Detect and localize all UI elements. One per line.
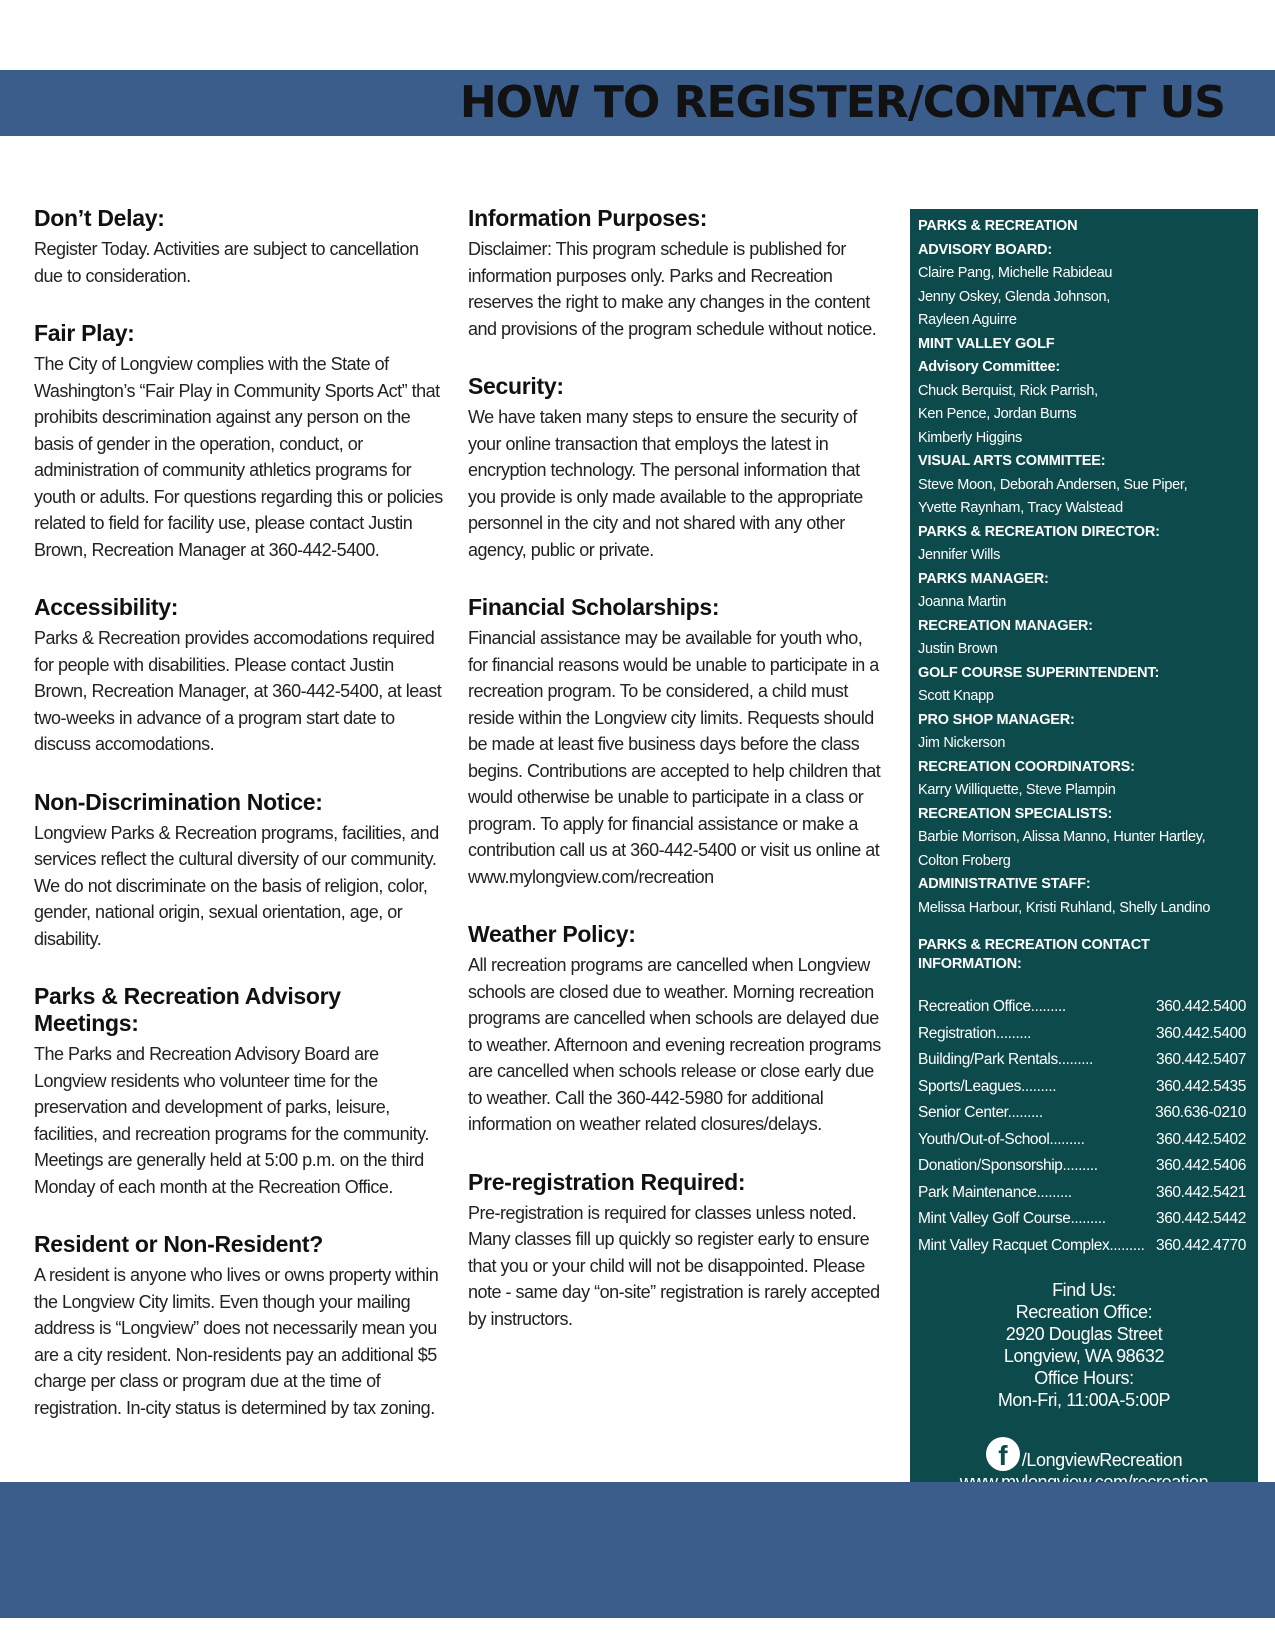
section-heading: Accessibility: [34, 594, 179, 620]
contact-phone[interactable]: 360.442.5442 [1155, 1210, 1246, 1227]
contact-phone[interactable]: 360.442.5406 [1155, 1157, 1246, 1174]
section-heading: Financial Scholarships: [468, 594, 720, 620]
staff-heading: PRO SHOP MANAGER: [918, 711, 1075, 728]
section-body: We have taken many steps to ensure the security of your online transaction that employs the latest in encryption technology. The personal information that you provide is only made available to the appropriate personnel in the city and not shared with any other agency, public or private. [468, 407, 863, 560]
office-hours-label: Office Hours: [1034, 1368, 1134, 1388]
section-heading: Weather Policy: [468, 921, 636, 947]
contact-sidebar [910, 209, 1258, 1499]
facebook-icon: f [986, 1437, 1020, 1471]
staff-names: Karry Williquette, Steve Plampin [918, 782, 1116, 798]
section-body: Parks & Recreation provides accomodations required for people with disabilities. Please contact Justin Brown, Recreation Manager, at 360-442-5400, at least two-weeks in advance of a program start date to discuss accomodations. [34, 628, 442, 754]
section-heading: Information Purposes: [468, 205, 708, 231]
section-heading: Pre-registration Required: [468, 1168, 746, 1195]
section-financial-scholarships [468, 594, 883, 890]
contact-list [918, 994, 1250, 1259]
contact-phone[interactable]: 360.442.5421 [1155, 1183, 1246, 1201]
address-city: Longview, WA 98632 [1003, 1346, 1165, 1366]
section-heading: Parks & Recreation Advisory Meetings: [34, 983, 341, 1036]
address-street: 2920 Douglas Street [1005, 1324, 1163, 1344]
staff-heading: VISUAL ARTS COMMITTEE: [918, 453, 1106, 469]
staff-names: Kimberly Higgins [918, 429, 1022, 446]
section-heading: Non-Discrimination Notice: [34, 788, 323, 815]
staff-names: Steve Moon, Deborah Andersen, Sue Piper, [918, 476, 1188, 493]
section-body: Pre-registration is required for classes unless noted. Many classes fill up quickly so register early to ensure that you or your child will not be disappointed. Please note - same day “on-site” registration is rarely accepted by instructors. [468, 1202, 880, 1329]
section-accessibility [34, 594, 449, 758]
section-heading: Don’t Delay: [34, 205, 165, 231]
staff-heading: RECREATION COORDINATORS: [918, 758, 1135, 775]
staff-names: Yvette Raynham, Tracy Walstead [918, 500, 1123, 516]
section-advisory-meetings [34, 983, 449, 1200]
contact-phone[interactable]: 360.442.4770 [1155, 1236, 1246, 1254]
staff-names: Claire Pang, Michelle Rabideau [918, 265, 1113, 281]
staff-heading: RECREATION MANAGER: [918, 617, 1093, 634]
page-title: HOW TO REGISTER/CONTACT US [459, 77, 1225, 128]
contact-label: Donation/Sponsorship......... [918, 1157, 1098, 1174]
left-column [34, 205, 449, 1452]
staff-heading: RECREATION SPECIALISTS: [918, 805, 1113, 822]
contact-row [918, 1047, 1250, 1074]
contact-phone[interactable]: 360.442.5402 [1155, 1130, 1246, 1148]
section-heading: Security: [468, 373, 564, 399]
section-heading: Fair Play: [34, 320, 135, 346]
section-fair-play [34, 320, 449, 563]
contact-phone[interactable]: 360.442.5400 [1155, 998, 1246, 1015]
staff-names: Joanna Martin [918, 594, 1006, 610]
contact-label: Mint Valley Golf Course......... [918, 1210, 1106, 1227]
staff-heading: ADVISORY BOARD: [918, 241, 1052, 258]
find-us-line: Recreation Office: [1015, 1302, 1153, 1322]
contact-info-heading: PARKS & RECREATION CONTACT INFORMATION: [918, 937, 1150, 972]
section-pre-registration [468, 1169, 883, 1333]
contact-row [918, 1021, 1250, 1048]
staff-names: Chuck Berquist, Rick Parrish, [918, 382, 1098, 399]
contact-phone[interactable]: 360.636-0210 [1155, 1104, 1246, 1121]
section-body: Register Today. Activities are subject to cancellation due to consideration. [34, 239, 419, 286]
section-dont-delay [34, 205, 449, 289]
contact-label: Registration......... [918, 1024, 1032, 1042]
contact-row [918, 1074, 1250, 1101]
section-body: Longview Parks & Recreation programs, facilities, and services reflect the cultural diversity of our community. We do not discriminate on the basis of religion, color, gender, national origin, sexual orientation, age, or disability. [34, 822, 439, 949]
contact-row [918, 1180, 1250, 1207]
staff-names: Colton Froberg [918, 852, 1011, 869]
section-body: The City of Longview complies with the State of Washington’s “Fair Play in Community Sports Act” that prohibits descrimination against any person on the basis of gender in the operation, conduct, or administration of community athletics programs for youth or adults. For questions regarding this or policies related to field for facility use, please contact Justin Brown, Recreation Manager at 360-442-5400. [34, 354, 443, 560]
staff-names: Rayleen Aguirre [918, 312, 1017, 328]
staff-names: Scott Knapp [918, 688, 994, 704]
section-body: All recreation programs are cancelled when Longview schools are closed due to weather. Morning recreation programs are cancelled when schools are delayed due to weather. Afternoon and evening recreation programs are cancelled when schools release or close early due to weather. Call the 360-442-5980 for additional information on weather related closures/delays. [468, 955, 881, 1134]
middle-column [468, 205, 883, 1363]
staff-heading: ADMINISTRATIVE STAFF: [918, 876, 1091, 892]
staff-names: Melissa Harbour, Kristi Ruhland, Shelly Landino [918, 899, 1211, 916]
section-body: The Parks and Recreation Advisory Board are Longview residents who volunteer time for the preservation and development of parks, leisure, facilities, and recreation programs for the community. Meetings are generally held at 5:00 p.m. on the third Monday of each month at the Recreation Office. [34, 1044, 429, 1197]
office-hours: Mon-Fri, 11:00A-5:00P [997, 1390, 1171, 1410]
staff-directory [918, 215, 1250, 920]
section-information-purposes [468, 205, 883, 342]
contact-label: Park Maintenance......... [918, 1183, 1072, 1201]
section-body: Financial assistance may be available for youth who, for financial reasons would be unable to participate in a recreation program. To be considered, a child must reside within the Longview city limits. Requests should be made at least five business days before the class begins. Contributions are accepted to help children that would otherwise be unable to participate in a class or program. To apply for financial assistance or make a contribution call us at 360-442-5400 or visit us online at www.mylongview.com/recreation [468, 628, 881, 887]
contact-phone[interactable]: 360.442.5435 [1155, 1077, 1246, 1095]
contact-label: Building/Park Rentals......... [918, 1051, 1093, 1068]
section-body: Disclaimer: This program schedule is published for information purposes only. Parks and Recreation reserves the right to make any changes in the content and provisions of the program schedule without notice. [468, 239, 877, 339]
find-us-block [918, 1279, 1250, 1411]
staff-names: Justin Brown [918, 641, 998, 657]
section-security [468, 373, 883, 563]
footer-band [0, 1482, 1275, 1618]
section-non-discrimination [34, 789, 449, 953]
staff-names: Jennifer Wills [918, 547, 1001, 563]
staff-names: Jenny Oskey, Glenda Johnson, [918, 288, 1111, 305]
facebook-handle: /LongviewRecreation [1021, 1450, 1183, 1470]
contact-label: Recreation Office......... [918, 998, 1066, 1015]
staff-heading: MINT VALLEY GOLF [918, 335, 1055, 352]
contact-phone[interactable]: 360.442.5407 [1155, 1051, 1246, 1068]
staff-names: Barbie Morrison, Alissa Manno, Hunter Hartley, [918, 829, 1206, 845]
section-weather-policy [468, 921, 883, 1138]
contact-label: Youth/Out-of-School......... [918, 1130, 1085, 1148]
staff-heading: PARKS & RECREATION [918, 218, 1078, 234]
contact-row [918, 1127, 1250, 1154]
staff-heading: PARKS MANAGER: [918, 570, 1049, 587]
contact-row [918, 1233, 1250, 1260]
contact-phone[interactable]: 360.442.5400 [1155, 1024, 1246, 1042]
contact-label: Mint Valley Racquet Complex......... [918, 1236, 1145, 1254]
facebook-link[interactable] [918, 1437, 1250, 1471]
section-body: A resident is anyone who lives or owns property within the Longview City limits. Even though your mailing address is “Longview” does not necessarily mean you are a city resident. Non-residents pay an additional $5 charge per class or program due at the time of registration. In-city status is determined by tax zoning. [34, 1265, 439, 1418]
section-heading: Resident or Non-Resident? [34, 1231, 323, 1257]
staff-heading: Advisory Committee: [918, 359, 1061, 375]
staff-heading: PARKS & RECREATION DIRECTOR: [918, 523, 1160, 540]
contact-label: Sports/Leagues......... [918, 1077, 1057, 1095]
contact-label: Senior Center......... [918, 1104, 1043, 1121]
header-band [0, 70, 1275, 136]
contact-row [918, 1153, 1250, 1180]
contact-row [918, 1206, 1250, 1233]
section-resident [34, 1231, 449, 1421]
find-us-title: Find Us: [1052, 1280, 1116, 1300]
contact-row [918, 1100, 1250, 1127]
staff-names: Ken Pence, Jordan Burns [918, 406, 1077, 422]
staff-names: Jim Nickerson [918, 735, 1006, 751]
contact-row [918, 994, 1250, 1021]
staff-heading: GOLF COURSE SUPERINTENDENT: [918, 664, 1160, 681]
